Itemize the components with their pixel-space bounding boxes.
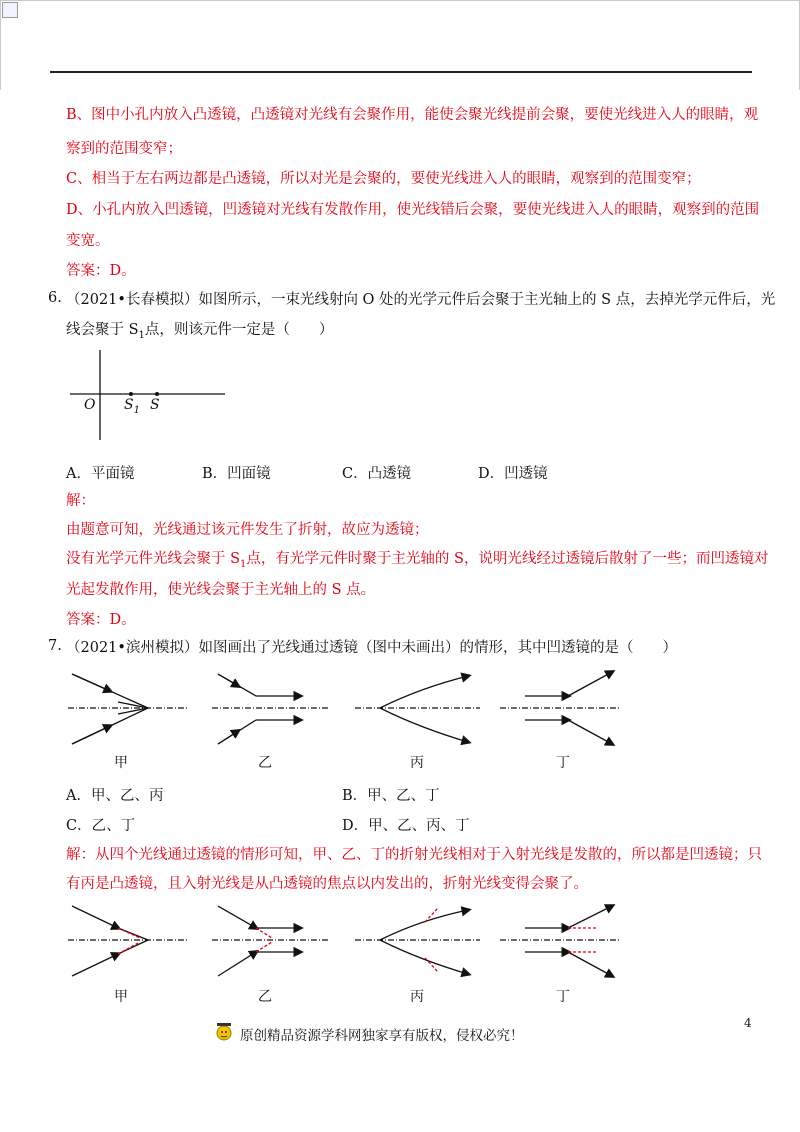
q7-number: 7. [48,638,62,654]
fig-label-bing: 丙 [410,755,424,771]
fig2-bing [355,908,480,974]
fig2-label-bing: 丙 [410,989,424,1005]
q6-answer: 答案：D。 [66,612,136,628]
fig2-label-jia: 甲 [114,989,128,1005]
fig2-yi [212,906,330,976]
q7-option-a: A．甲、乙、丙 [66,788,164,804]
q7-option-c: C．乙、丁 [66,818,136,834]
q7-stem: （2021•滨州模拟）如图画出了光线通过透镜（图中未画出）的情形，其中凹透镜的是（ ） [66,640,677,656]
q6-option-c: C．凸透镜 [342,466,412,482]
q6-label-s: S [150,397,160,413]
fig-ding [500,672,620,744]
q6-option-d: D．凹透镜 [478,466,548,482]
q6-solution-line3: 光起发散作用，使光线会聚于主光轴上的 S 点。 [66,582,376,598]
fig2-label-ding: 丁 [556,989,570,1005]
q6-stem-line1: （2021•长春模拟）如图所示，一束光线射向 O 处的光学元件后会聚于主光轴上的 S 点，去掉光学元件后，光 [66,292,776,308]
q6-number: 6. [48,290,62,306]
fig-bing [355,676,480,742]
q5-answer: 答案：D。 [66,263,136,279]
fig2-label-yi: 乙 [258,989,272,1005]
q6-solution-head: 解： [66,493,95,509]
mascot-icon [212,1017,236,1047]
footer-copyright: 原创精品资源学科网独家享有版权，侵权必究！ [240,1028,524,1044]
q7-option-d: D．甲、乙、丙、丁 [342,818,470,834]
fig2-jia [68,906,188,976]
q6-label-o: O [84,397,96,413]
q6-label-s1: $S_1$ [124,397,140,416]
q7-solution-line1: 解：从四个光线通过透镜的情形可知，甲、乙、丁的折射光线相对于入射光线是发散的，所以都是凹透镜；只 [66,847,762,863]
page-number: 4 [744,1016,752,1030]
q6-solution-line2: 没有光学元件光线会聚于 $S_1$点，有光学元件时聚于主光轴的 S，说明光线经过透镜后散射了一些；而凹透镜对 [66,551,769,570]
fig-label-ding: 丁 [556,755,570,771]
q6-option-b: B．凹面镜 [202,466,271,482]
q5-explain-b-line2: 察到的范围变窄； [66,141,182,157]
fig2-ding [500,906,620,976]
q6-solution-line1: 由题意可知，光线通过该元件发生了折射，故应为透镜； [66,522,429,538]
q5-explain-c: C、相当于左右两边都是凸透镜，所以对光是会聚的，要使光线进入人的眼睛，观察到的范围变窄； [66,171,701,187]
q6-option-a: A．平面镜 [66,466,135,482]
fig-jia [68,674,188,744]
q5-explain-d-line2: 变宽。 [66,233,110,249]
q5-explain-d-line1: D、小孔内放入凹透镜，凹透镜对光线有发散作用，使光线错后会聚，要使光线进入人的眼睛，观察到的范围 [66,202,760,218]
q5-explain-b-line1: B、图中小孔内放入凸透镜，凸透镜对光线有会聚作用，能使会聚光线提前会聚，要使光线进入人的眼睛，观 [66,107,759,123]
fig-yi [212,674,330,744]
q6-stem-line2: 线会聚于 $S_1$点，则该元件一定是（ ） [66,322,334,341]
fig-label-jia: 甲 [114,755,128,771]
q7-solution-line2: 有丙是凸透镜，且入射光线是从凸透镜的焦点以内发出的，折射光线变得会聚了。 [66,876,588,892]
fig-label-yi: 乙 [258,755,272,771]
q7-option-b: B．甲、乙、丁 [342,788,440,804]
